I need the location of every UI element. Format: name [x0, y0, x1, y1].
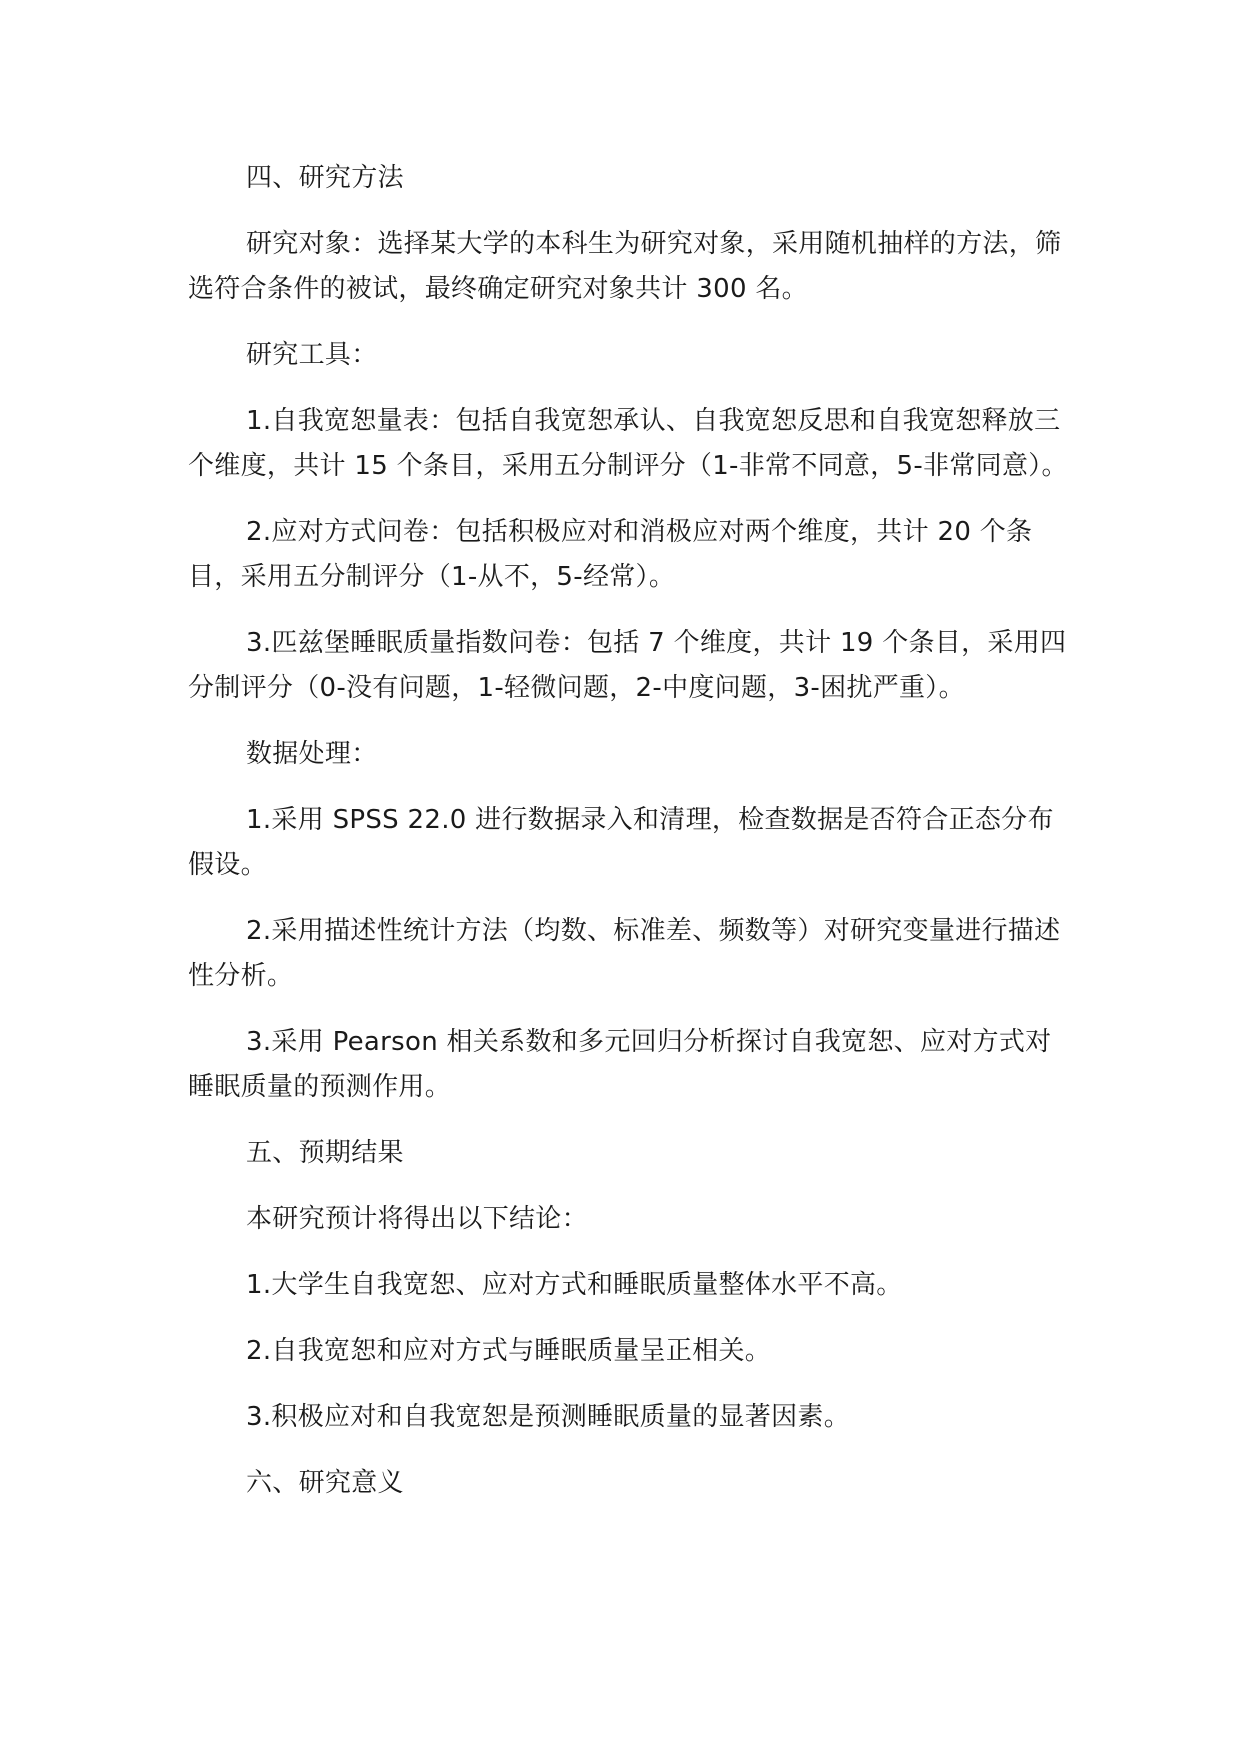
paragraph-tool-3: 3.匹兹堡睡眠质量指数问卷：包括 7 个维度，共计 19 个条目，采用四分制评分（0-没有问题，1-轻微问题，2-中度问题，3-困扰严重）。 [188, 628, 1067, 703]
paragraph-results-intro: 本研究预计将得出以下结论： [246, 1204, 588, 1234]
document-body [188, 156, 1068, 1527]
paragraph-tool-2: 2.应对方式问卷：包括积极应对和消极应对两个维度，共计 20 个条目，采用五分制评分（1-从不，5-经常）。 [188, 517, 1033, 592]
paragraph-result-2: 2.自我宽恕和应对方式与睡眠质量呈正相关。 [246, 1336, 772, 1366]
paragraph-processing-1: 1.采用 SPSS 22.0 进行数据录入和清理，检查数据是否符合正态分布假设。 [188, 805, 1054, 880]
paragraph-subjects: 研究对象：选择某大学的本科生为研究对象，采用随机抽样的方法，筛选符合条件的被试，最终确定研究对象共计 300 名。 [188, 229, 1062, 304]
paragraph-processing-2: 2.采用描述性统计方法（均数、标准差、频数等）对研究变量进行描述性分析。 [188, 916, 1061, 991]
section-heading-significance: 六、研究意义 [246, 1468, 404, 1498]
paragraph-data-processing-heading: 数据处理： [246, 739, 378, 769]
paragraph-tools-heading: 研究工具： [246, 340, 378, 370]
section-heading-expected-results: 五、预期结果 [246, 1138, 404, 1168]
paragraph-processing-3: 3.采用 Pearson 相关系数和多元回归分析探讨自我宽恕、应对方式对睡眠质量的预测作用。 [188, 1027, 1052, 1102]
paragraph-result-1: 1.大学生自我宽恕、应对方式和睡眠质量整体水平不高。 [246, 1270, 903, 1300]
section-heading-methods: 四、研究方法 [246, 163, 404, 193]
paragraph-tool-1: 1.自我宽恕量表：包括自我宽恕承认、自我宽恕反思和自我宽恕释放三个维度，共计 15 个条目，采用五分制评分（1-非常不同意，5-非常同意）。 [188, 406, 1068, 481]
paragraph-result-3: 3.积极应对和自我宽恕是预测睡眠质量的显著因素。 [246, 1402, 851, 1432]
